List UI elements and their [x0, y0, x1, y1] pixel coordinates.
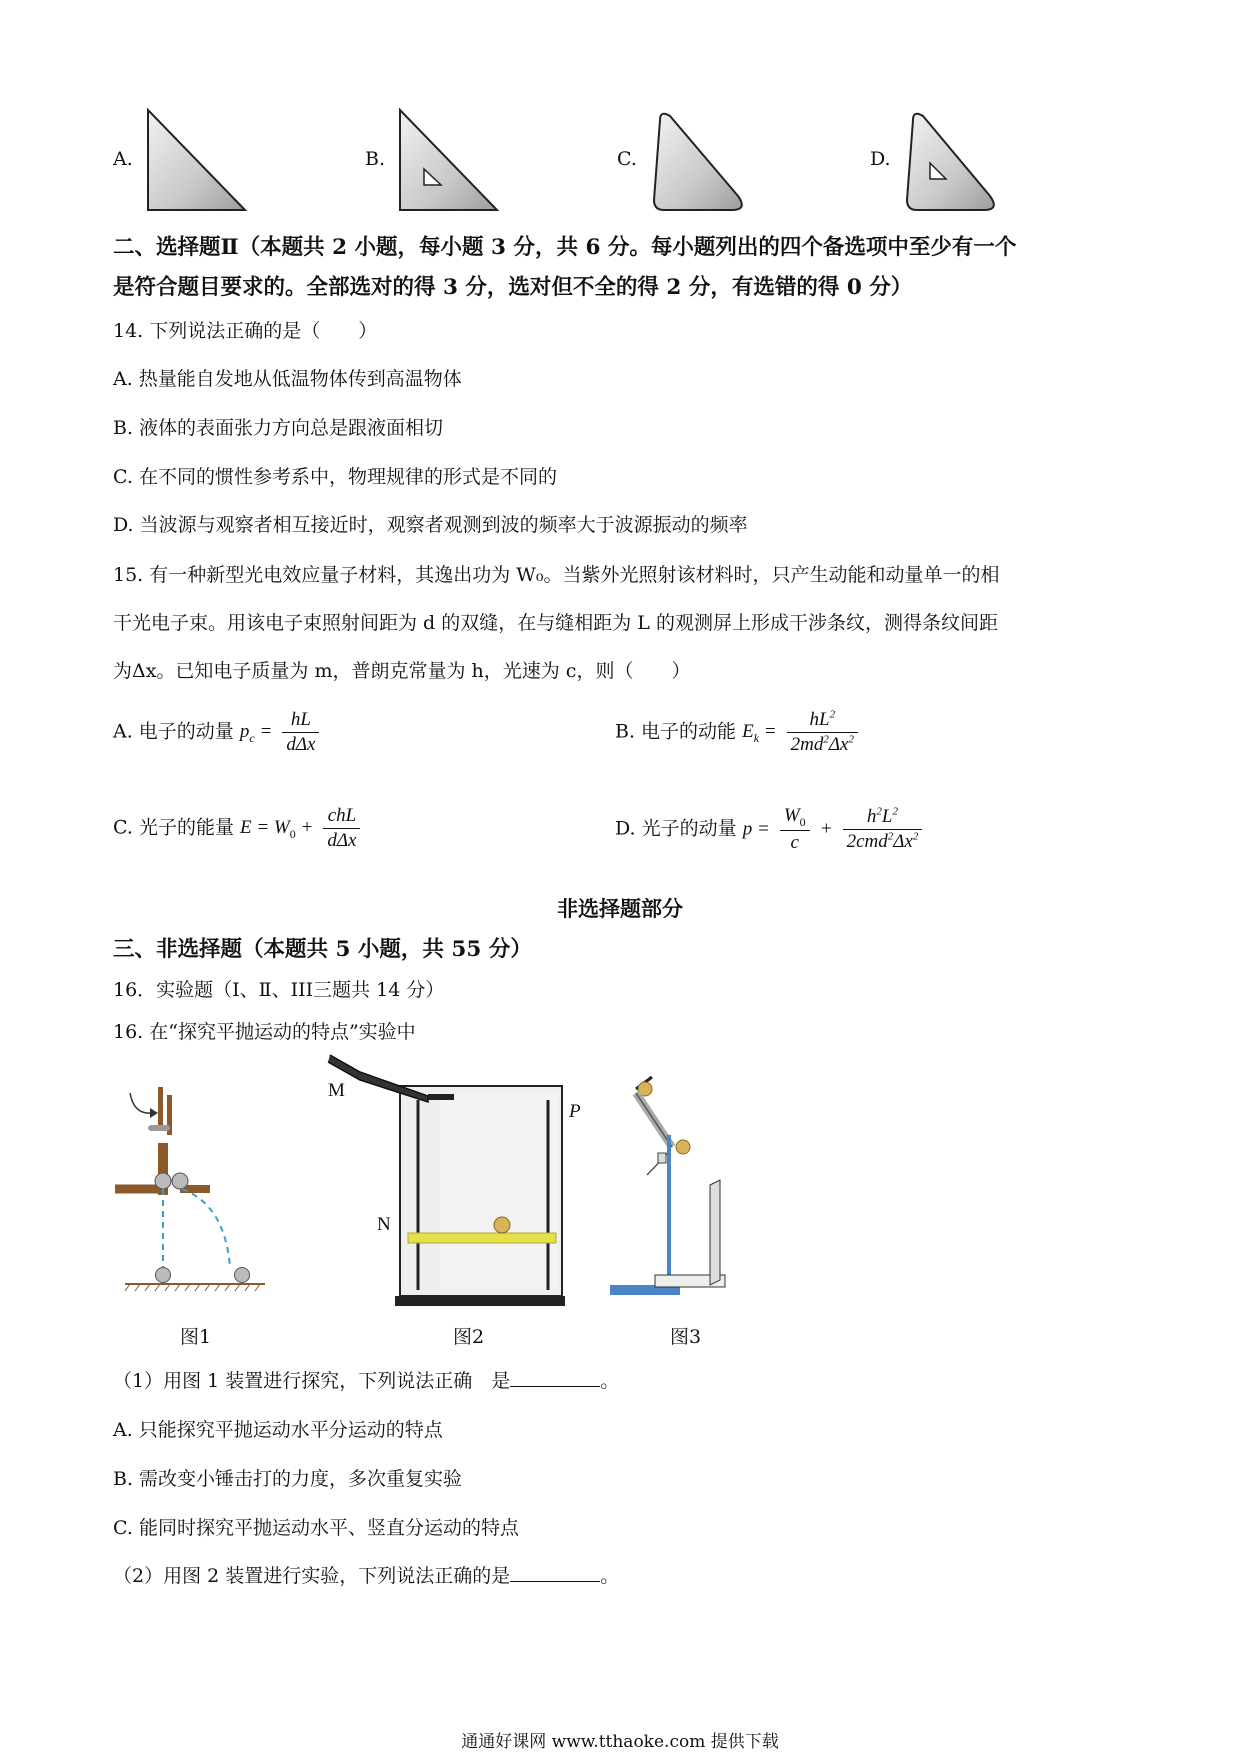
q15-line3: 为Δx。已知电子质量为 m，普朗克常量为 h，光速为 c，则（ ） [113, 660, 691, 682]
q15-option-c: C. 光子的能量 $E = W_0$ + $\frac{\text{chL}}{\text{dΔx}}$ [113, 804, 364, 853]
q16-2-stem: （2）用图 2 装置进行实验，下列说法正确的是 。 [113, 1565, 620, 1587]
q15-option-b: B. 电子的动能 $E_k$ = $\frac{hL^2}{2md^2\Delta x^2}$ [615, 708, 862, 757]
q16-1-option-b: B. 需改变小锤击打的力度，多次重复实验 [113, 1468, 463, 1490]
nonchoice-title: 非选择题部分 [557, 896, 683, 921]
triangle-d [907, 114, 994, 210]
section2-heading-line2: 是符合题目要求的。全部选对的得 3 分，选对但不全的得 2 分，有选错的得 0 分） [113, 275, 913, 300]
figure-2-apparatus [320, 1050, 590, 1320]
label-p: P [569, 1101, 581, 1122]
option-c-label: C. [617, 148, 637, 170]
fig2-caption: 图2 [453, 1326, 485, 1348]
fig1-caption: 图1 [180, 1326, 212, 1348]
figure-1-apparatus [110, 1075, 280, 1295]
label-m: M [328, 1080, 345, 1101]
section3-heading: 三、非选择题（本题共 5 小题，共 55 分） [113, 937, 532, 962]
page-footer: 通通好课网 www.tthaoke.com 提供下载 [461, 1732, 779, 1752]
q14-option-d: D. 当波源与观察者相互接近时，观察者观测到波的频率大于波源振动的频率 [113, 514, 748, 536]
q15-line2: 干光电子束。用该电子束照射间距为 d 的双缝，在与缝相距为 L 的观测屏上形成干涉条纹，测得条纹间距 [113, 612, 998, 634]
triangle-c [654, 114, 742, 210]
q16-1-stem: （1）用图 1 装置进行探究，下列说法正确 是 。 [113, 1370, 620, 1392]
q14-option-b: B. 液体的表面张力方向总是跟液面相切 [113, 417, 444, 439]
answer-blank [510, 1563, 600, 1582]
option-a-label: A. [113, 148, 133, 170]
q16-1-option-c: C. 能同时探究平抛运动水平、竖直分运动的特点 [113, 1517, 519, 1539]
q15-option-d: D. 光子的动量 p = $\frac{W_0}{c}$ + $\frac{h^2L^2}{2cmd^2\Delta x^2}$ [615, 804, 926, 855]
option-d-label: D. [870, 148, 891, 170]
section2-heading-line1: 二、选择题Ⅱ（本题共 2 小题，每小题 3 分，共 6 分。每小题列出的四个备选项中至少有一个 [113, 235, 1017, 260]
answer-blank [510, 1368, 600, 1387]
q16-header: 16．实验题（Ⅰ、Ⅱ、III三题共 14 分） [113, 979, 445, 1001]
q14-option-a: A. 热量能自发地从低温物体传到高温物体 [113, 368, 462, 390]
q15-line1: 15. 有一种新型光电效应量子材料，其逸出功为 W₀。当紫外光照射该材料时，只产生动能和动量单一的相 [113, 564, 1000, 586]
q14-option-c: C. 在不同的惯性参考系中，物理规律的形式是不同的 [113, 466, 557, 488]
triangle-b [400, 110, 497, 210]
q15-option-a: A. 电子的动量 $p_c$ = $\frac{hL}{\text{dΔx}}$ [113, 708, 323, 757]
fig3-caption: 图3 [670, 1326, 702, 1348]
triangle-a [148, 110, 245, 210]
q16-stem: 16. 在“探究平抛运动的特点”实验中 [113, 1021, 416, 1043]
option-b-label: B. [365, 148, 386, 170]
q16-1-option-a: A. 只能探究平抛运动水平分运动的特点 [113, 1419, 443, 1441]
q14-stem: 14. 下列说法正确的是（ ） [113, 320, 378, 342]
label-n: N [377, 1214, 391, 1235]
figure-3-apparatus [600, 1075, 740, 1315]
